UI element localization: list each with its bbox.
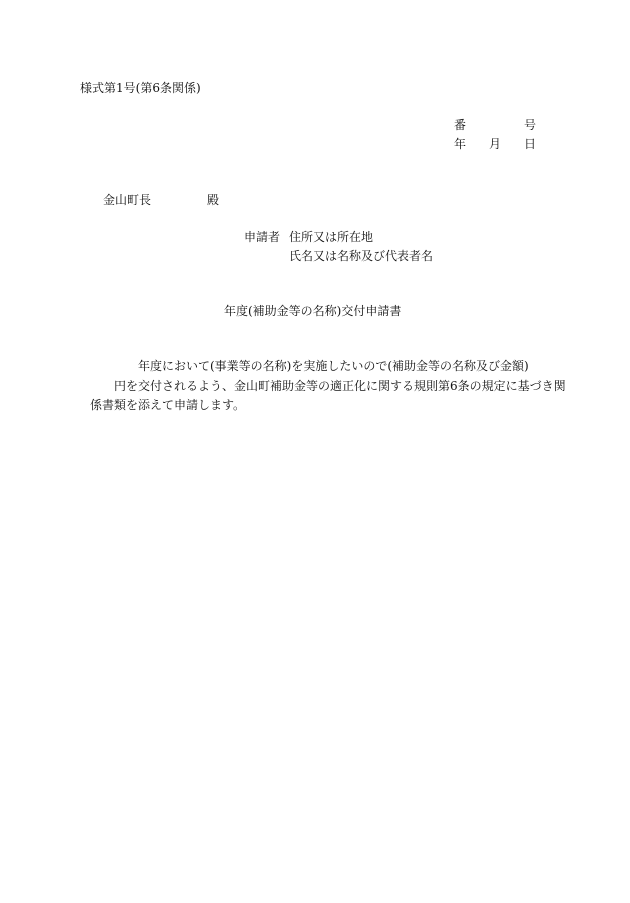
reference-number-label: 番: [454, 118, 467, 132]
body-text-line: 年度において(事業等の名称)を実施したいので(補助金等の名称及び金額): [138, 359, 529, 373]
addressee-name: 金山町長: [103, 193, 152, 207]
date-year-label: 年: [454, 137, 467, 151]
body-text-line: 円を交付されるよう、金山町補助金等の適正化に関する規則第6条の規定に基づき関: [114, 379, 566, 393]
form-number: 様式第1号(第6条関係): [80, 81, 201, 95]
addressee-honorific: 殿: [207, 193, 220, 207]
body-text-line: 係書類を添えて申請します。: [90, 398, 246, 412]
date-day-label: 日: [524, 137, 537, 151]
document-title: 年度(補助金等の名称)交付申請書: [224, 304, 402, 318]
reference-number-suffix: 号: [524, 118, 537, 132]
applicant-address-label: 住所又は所在地: [289, 230, 374, 244]
applicant-label: 申請者: [244, 230, 281, 244]
date-month-label: 月: [489, 137, 502, 151]
applicant-name-label: 氏名又は名称及び代表者名: [289, 249, 434, 263]
